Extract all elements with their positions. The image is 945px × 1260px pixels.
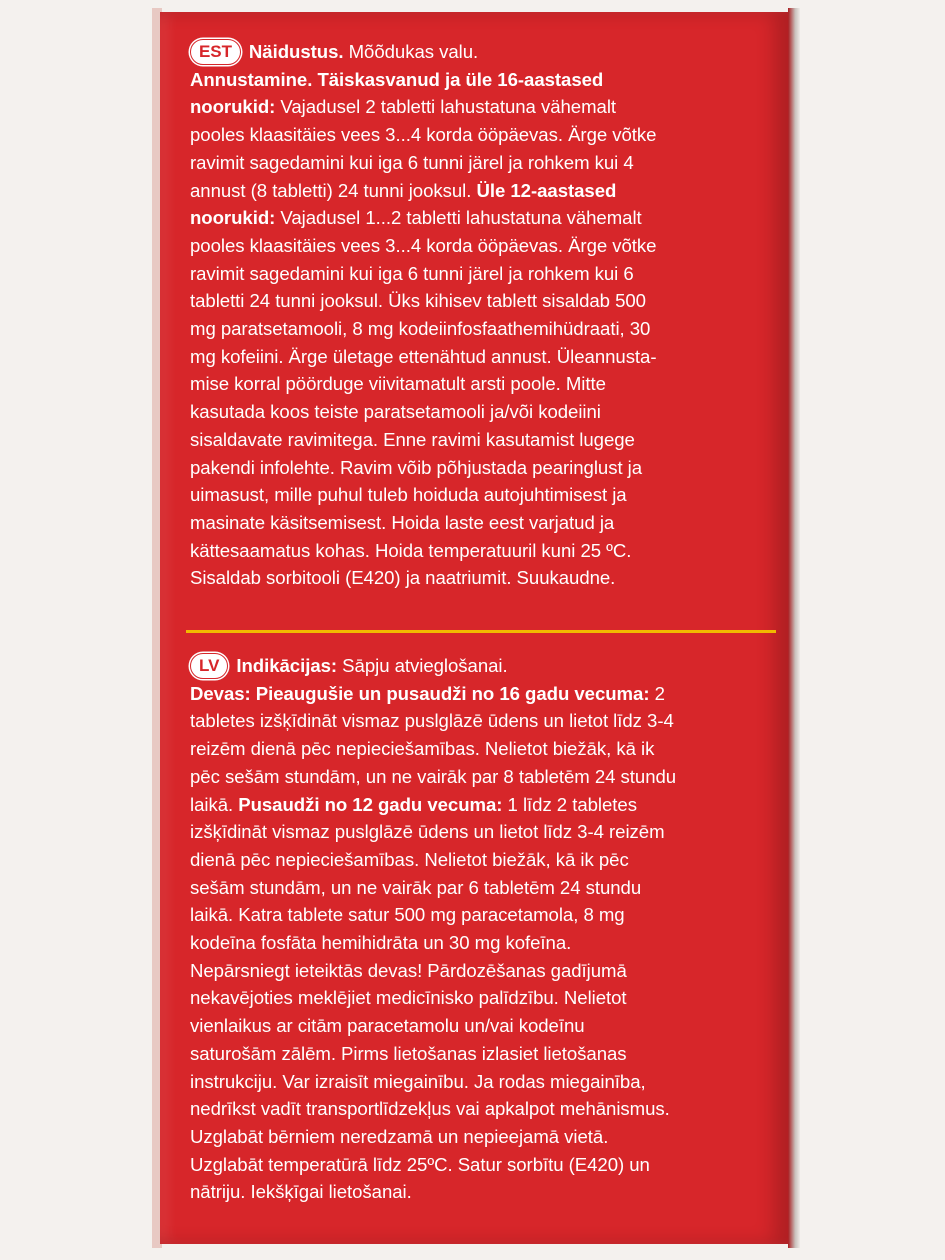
body-text: pakendi infolehte. Ravim võib põhjustada pearinglust ja [190, 456, 643, 478]
body-text: Nepārsniegt ieteiktās devas! Pārdozēšanas gadījumā [190, 959, 627, 981]
body-text: mg paratsetamooli, 8 mg kodeiinfosfaathemihüdraati, 30 [190, 318, 651, 340]
body-text: saturošām zālēm. Pirms lietošanas izlasiet lietošanas [190, 1042, 627, 1064]
lv-text-line [190, 1068, 780, 1096]
body-text: tabletti 24 tunni jooksul. Üks kihisev tablett sisaldab 500 [190, 290, 646, 312]
body-text: kasutada koos teiste paratsetamooli ja/või kodeiini [190, 401, 601, 423]
bold-text: noorukid: [190, 96, 276, 118]
est-text-line [190, 121, 780, 149]
lv-text-line [190, 652, 780, 680]
lv-text-line [190, 791, 780, 819]
body-text: Vajadusel 2 tabletti lahustatuna vähemalt [275, 96, 617, 118]
body-text: tabletes izšķīdināt vismaz puslglāzē ūdens un lietot līdz 3-4 [190, 710, 674, 732]
body-text: 2 [649, 682, 665, 704]
body-text: kättesaamatus kohas. Hoida temperatuuril kuni 25 ºC. [190, 539, 632, 561]
bold-text: Annustamine. Täiskasvanud ja üle 16-aastased [190, 68, 604, 90]
body-text: mg kofeiini. Ärge ületage ettenähtud annust. Üleannusta- [190, 345, 657, 367]
bold-text: Devas: Pieaugušie un pusaudži no 16 gadu vecuma: [190, 682, 650, 704]
est-text-line [190, 66, 780, 94]
lv-text-line [190, 1178, 780, 1206]
body-text: ravimit sagedamini kui iga 6 tunni järel ja rohkem kui 6 [190, 262, 634, 284]
body-text: nātriju. Iekšķīgai lietošanai. [190, 1181, 412, 1203]
body-text: ravimit sagedamini kui iga 6 tunni järel ja rohkem kui 4 [190, 151, 634, 173]
body-text: pooles klaasitäies vees 3...4 korda ööpäevas. Ärge võtke [190, 234, 657, 256]
lv-language-badge: LV [190, 653, 228, 679]
section-separator [186, 630, 776, 633]
lv-text-line [190, 818, 780, 846]
lv-text-line [190, 901, 780, 929]
body-text: laikā. [190, 793, 239, 815]
lv-text-line [190, 957, 780, 985]
est-text-line [190, 537, 780, 565]
body-text: pooles klaasitäies vees 3...4 korda ööpäevas. Ärge võtke [190, 124, 657, 146]
body-text: laikā. Katra tablete satur 500 mg paracetamola, 8 mg [190, 904, 625, 926]
lv-text-line [190, 984, 780, 1012]
est-text-line [190, 343, 780, 371]
est-text-section [190, 38, 780, 592]
est-text-line [190, 426, 780, 454]
body-text: annust (8 tabletti) 24 tunni jooksul. [190, 179, 477, 201]
bold-text: Indikācijas: [236, 655, 338, 676]
body-text: nedrīkst vadīt transportlīdzekļus vai apkalpot mehānismus. [190, 1098, 670, 1120]
bold-text: Üle 12-aastased [476, 179, 617, 201]
body-text: sešām stundām, un ne vairāk par 6 tabletēm 24 stundu [190, 876, 642, 898]
est-text-line [190, 232, 780, 260]
lv-text-line [190, 707, 780, 735]
lv-text-line [190, 1040, 780, 1068]
body-text: sisaldavate ravimitega. Enne ravimi kasutamist lugege [190, 428, 635, 450]
body-text: dienā pēc nepieciešamības. Nelietot biežāk, kā ik pēc [190, 848, 629, 870]
est-text-line [190, 149, 780, 177]
body-text: kodeīna fosfāta hemihidrāta un 30 mg kofeīna. [190, 932, 572, 954]
est-text-line [190, 315, 780, 343]
bold-text: Pusaudži no 12 gadu vecuma: [238, 793, 503, 815]
est-text-line [190, 398, 780, 426]
est-text-line [190, 38, 780, 66]
lv-text-line [190, 1123, 780, 1151]
body-text: Vajadusel 1...2 tabletti lahustatuna vähemalt [275, 207, 642, 229]
body-text: Uzglabāt bērniem neredzamā un nepieejamā vietā. [190, 1125, 609, 1147]
lv-text-section [190, 652, 780, 1206]
body-text: masinate käsitsemisest. Hoida laste eest varjatud ja [190, 511, 615, 533]
est-text-line [190, 177, 780, 205]
est-text-line [190, 93, 780, 121]
lv-text-line [190, 846, 780, 874]
lv-text-line [190, 1151, 780, 1179]
box-right-edge [788, 8, 800, 1248]
body-text: Sisaldab sorbitooli (E420) ja naatriumit. Suukaudne. [190, 567, 616, 589]
lv-text-line [190, 735, 780, 763]
body-text: 1 līdz 2 tabletes [502, 793, 637, 815]
lv-text-line [190, 929, 780, 957]
est-text-line [190, 370, 780, 398]
lv-text-line [190, 1012, 780, 1040]
body-text: nekavējoties meklējiet medicīnisko palīdzību. Nelietot [190, 987, 627, 1009]
est-text-line [190, 454, 780, 482]
bold-text: noorukid: [190, 207, 276, 229]
est-text-line [190, 564, 780, 592]
lv-text-line [190, 874, 780, 902]
bold-text: Näidustus. [248, 41, 344, 62]
body-text: Sāpju atvieglošanai. [337, 655, 508, 676]
lv-text-line [190, 763, 780, 791]
body-text: Mõõdukas valu. [343, 41, 479, 62]
body-text: mise korral pöörduge viivitamatult arsti poole. Mitte [190, 373, 606, 395]
est-text-line [190, 481, 780, 509]
est-language-badge: EST [190, 39, 241, 65]
est-text-line [190, 260, 780, 288]
lv-text-line [190, 680, 780, 708]
body-text: instrukciju. Var izraisīt miegainību. Ja rodas miegainība, [190, 1070, 646, 1092]
body-text: reizēm dienā pēc nepieciešamības. Nelietot biežāk, kā ik [190, 738, 655, 760]
body-text: uimasust, mille puhul tuleb hoiduda autojuhtimisest ja [190, 484, 627, 506]
est-text-line [190, 509, 780, 537]
est-text-line [190, 204, 780, 232]
body-text: pēc sešām stundām, un ne vairāk par 8 tabletēm 24 stundu [190, 765, 677, 787]
lv-text-line [190, 1095, 780, 1123]
body-text: Uzglabāt temperatūrā līdz 25ºC. Satur sorbītu (E420) un [190, 1153, 650, 1175]
body-text: izšķīdināt vismaz puslglāzē ūdens un lietot līdz 3-4 reizēm [190, 821, 665, 843]
est-text-line [190, 287, 780, 315]
body-text: vienlaikus ar citām paracetamolu un/vai kodeīnu [190, 1015, 585, 1037]
